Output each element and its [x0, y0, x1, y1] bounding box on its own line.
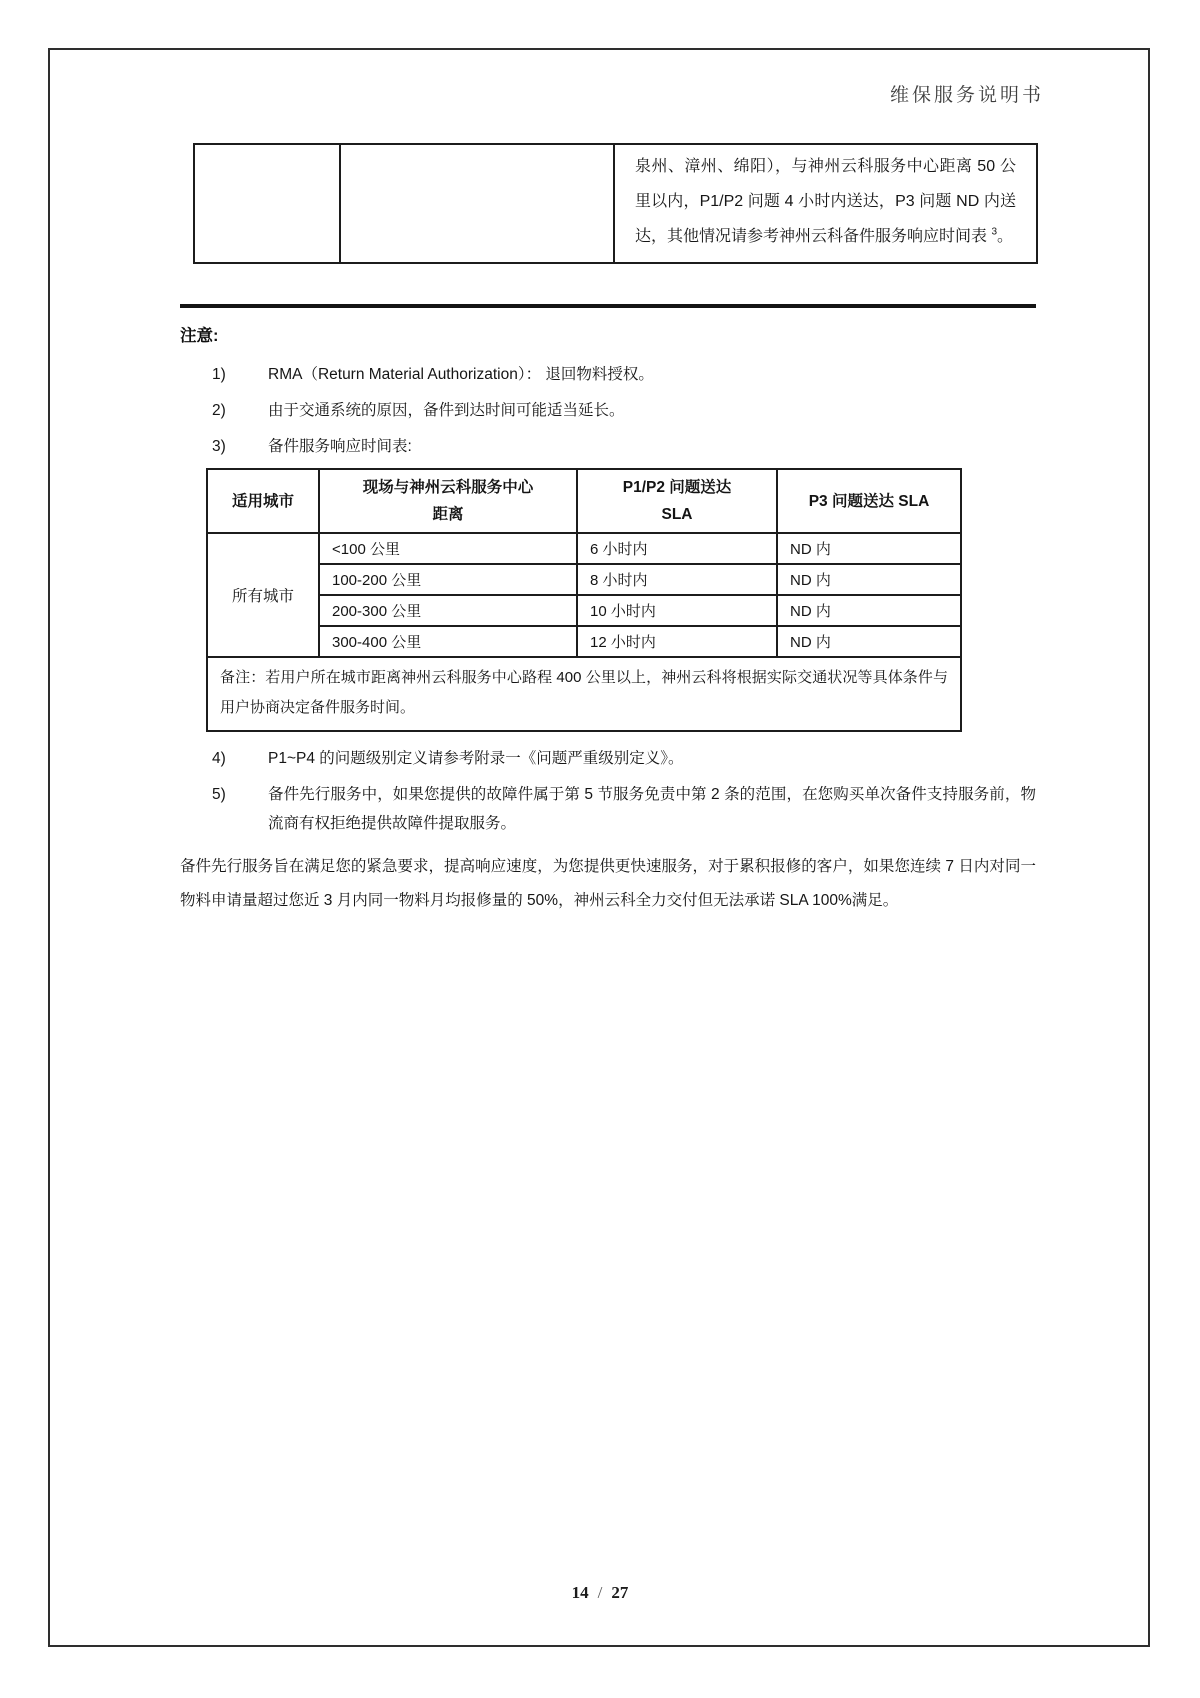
section-divider-rule	[180, 304, 1036, 308]
footnote-ref-3: 3	[991, 226, 998, 238]
sla-cell-p1p2: 8 小时内	[577, 564, 777, 595]
note-item-1	[180, 360, 1036, 389]
sla-cell-p1p2: 10 小时内	[577, 595, 777, 626]
sla-col-p1p2-line1: P1/P2 问题送达	[622, 479, 732, 496]
continued-table-cell-empty-1	[194, 144, 340, 263]
sla-table-note-row	[207, 657, 961, 731]
notes-heading: 注意:	[180, 327, 219, 345]
sla-table-row-1	[207, 533, 961, 564]
sla-cell-distance: <100 公里	[319, 533, 577, 564]
continued-table-cell-text	[614, 144, 1037, 263]
notes-section	[180, 322, 1036, 918]
sla-col-p1p2-line2: SLA	[661, 506, 693, 523]
note-item-text: 备件先行服务中，如果您提供的故障件属于第 5 节服务免责中第 2 条的范围，在您购买单次备件支持服务前，物流商有权拒绝提供故障件提取服务。	[268, 786, 1036, 832]
sla-cell-p1p2: 6 小时内	[577, 533, 777, 564]
header-title: 维保服务说明书	[890, 85, 1045, 106]
note-item-text: 备件服务响应时间表:	[268, 438, 412, 455]
sla-table-row-4	[207, 626, 961, 657]
note-item-4	[180, 744, 1036, 773]
footer-page-number: 14	[571, 1583, 589, 1602]
note-item-number: 4)	[212, 750, 226, 767]
note-item-number: 5)	[212, 786, 226, 803]
sla-cell-p3: ND 内	[777, 564, 961, 595]
footer-separator: /	[597, 1583, 603, 1602]
sla-cell-p3: ND 内	[777, 595, 961, 626]
note-item-5	[180, 780, 1036, 838]
note-item-3	[180, 432, 1036, 461]
sla-table-header-row	[207, 469, 961, 533]
sla-cell-distance: 300-400 公里	[319, 626, 577, 657]
closing-paragraph: 备件先行服务旨在满足您的紧急要求，提高响应速度，为您提供更快速服务，对于累积报修的客户，如果您连续 7 日内对同一物料申请量超过您近 3 月内同一物料月均报修量的 50%，神州云科全力交付但无法承诺 SLA 100%满足。	[180, 858, 1036, 909]
sla-note-text: 备注：若用户所在城市距离神州云科服务中心路程 400 公里以上，神州云科将根据实际交通状况等具体条件与用户协商决定备件服务时间。	[207, 657, 961, 731]
sla-group-cell: 所有城市	[207, 533, 319, 657]
sla-table-row-3	[207, 595, 961, 626]
sla-col-p1p2	[577, 469, 777, 533]
note-item-number: 1)	[212, 366, 226, 383]
page-footer	[0, 1583, 1200, 1603]
continued-cell-tail: 。	[997, 228, 1014, 245]
note-item-text: 由于交通系统的原因，备件到达时间可能适当延长。	[268, 402, 625, 419]
sla-cell-p3: ND 内	[777, 626, 961, 657]
continued-table	[193, 143, 1038, 264]
sla-cell-p1p2: 12 小时内	[577, 626, 777, 657]
sla-response-table	[206, 468, 962, 732]
footer-page-total: 27	[611, 1583, 629, 1602]
sla-col-distance	[319, 469, 577, 533]
note-item-number: 2)	[212, 402, 226, 419]
sla-col-distance-line1: 现场与神州云科服务中心	[362, 479, 534, 496]
note-item-2	[180, 396, 1036, 425]
sla-table-row-2	[207, 564, 961, 595]
sla-cell-distance: 200-300 公里	[319, 595, 577, 626]
continued-table-cell-empty-2	[340, 144, 614, 263]
continued-cell-body: 泉州、漳州、绵阳），与神州云科服务中心距离 50 公里以内，P1/P2 问题 4 小时内送达，P3 问题 ND 内送达，其他情况请参考神州云科备件服务响应时间表	[635, 158, 1016, 245]
sla-col-p3: P3 问题送达 SLA	[777, 469, 961, 533]
sla-col-distance-line2: 距离	[432, 506, 464, 523]
note-item-text: P1~P4 的问题级别定义请参考附录一《问题严重级别定义》。	[268, 750, 684, 767]
sla-cell-p3: ND 内	[777, 533, 961, 564]
sla-cell-distance: 100-200 公里	[319, 564, 577, 595]
sla-col-city: 适用城市	[207, 469, 319, 533]
note-item-number: 3)	[212, 438, 226, 455]
continued-table-row	[194, 144, 1037, 263]
note-item-text: RMA（Return Material Authorization）： 退回物料授权。	[268, 366, 654, 383]
